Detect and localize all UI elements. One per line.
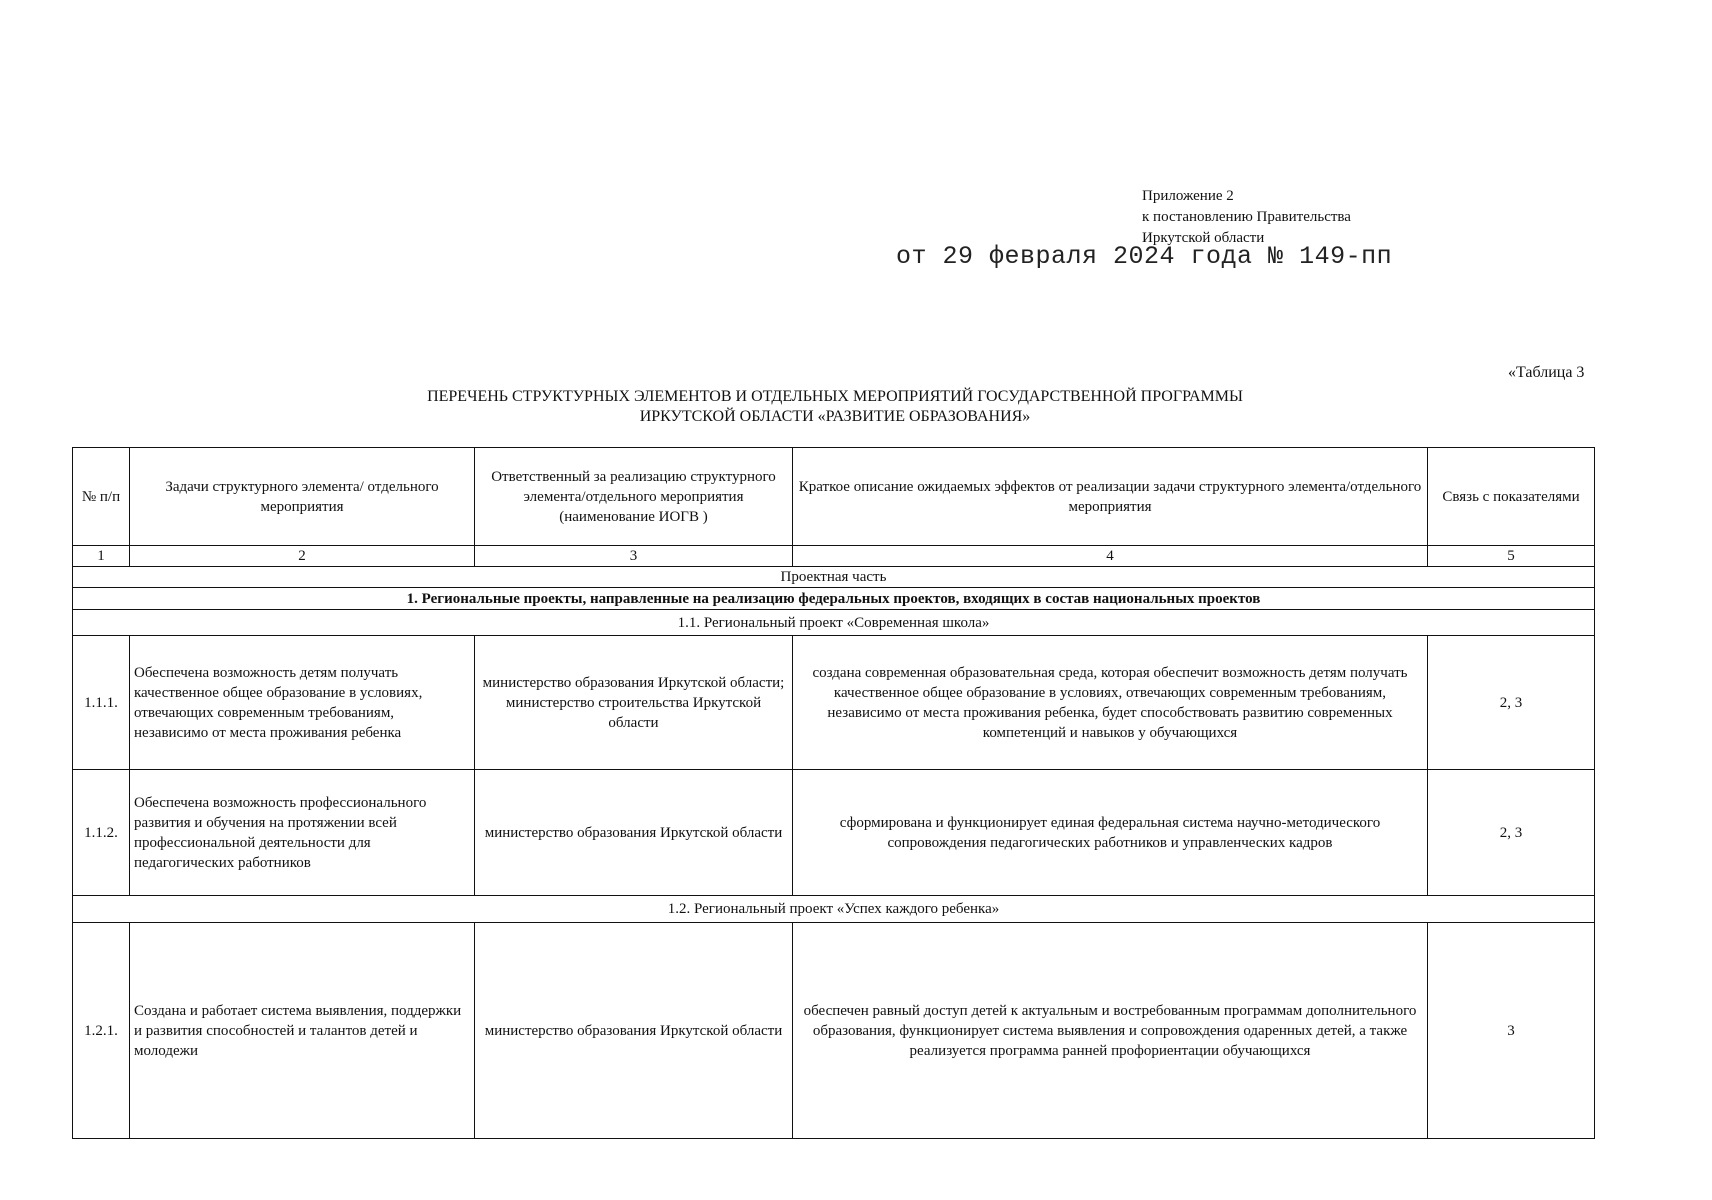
col-header-num: № п/п xyxy=(73,448,130,546)
col-header-task: Задачи структурного элемента/ отдельного мероприятия xyxy=(130,448,475,546)
row-number: 1.1.2. xyxy=(73,770,130,896)
subsection-success-each-child: 1.2. Региональный проект «Успех каждого ребенка» xyxy=(73,896,1595,923)
col-header-link: Связь с показателями xyxy=(1428,448,1595,546)
appendix-line-1: Приложение 2 xyxy=(1142,188,1234,204)
appendix-block xyxy=(1142,186,1351,249)
row-effect: сформирована и функционирует единая федеральная система научно-методического сопровождения педагогических работников и управленческих кадров xyxy=(793,770,1428,896)
row-link: 2, 3 xyxy=(1428,636,1595,770)
col-header-effect: Краткое описание ожидаемых эффектов от реализации задачи структурного элемента/отдельного мероприятия xyxy=(793,448,1428,546)
col-number-2: 2 xyxy=(130,546,475,567)
col-number-4: 4 xyxy=(793,546,1428,567)
row-responsible: министерство образования Иркутской области; министерство строительства Иркутской области xyxy=(475,636,793,770)
table-row xyxy=(73,770,1595,896)
decree-stamp: от 29 февраля 2024 года № 149-пп xyxy=(896,242,1393,271)
appendix-line-2: к постановлению Правительства xyxy=(1142,209,1351,225)
col-header-responsible: Ответственный за реализацию структурного элемента/отдельного мероприятия (наименование ИОГВ ) xyxy=(475,448,793,546)
subsection-row xyxy=(73,896,1595,923)
structural-elements-table xyxy=(72,447,1595,1139)
row-responsible: министерство образования Иркутской области xyxy=(475,770,793,896)
row-responsible: министерство образования Иркутской области xyxy=(475,923,793,1139)
row-effect: обеспечен равный доступ детей к актуальным и востребованным программам дополнительного образования, функционирует система выявления и сопровождения одаренных детей, а также реализуется программа ранней профориентации обучающихся xyxy=(793,923,1428,1139)
row-effect: создана современная образовательная среда, которая обеспечит возможность детям получать качественное общее образование в условиях, отвечающих современным требованиям, независимо от места проживания ребенка, будет способствовать развитию современных компетенций и навыков у обучающихся xyxy=(793,636,1428,770)
appendix-line-3: Иркутской области xyxy=(1142,230,1265,246)
table-row xyxy=(73,923,1595,1139)
col-number-3: 3 xyxy=(475,546,793,567)
section-project-part: Проектная часть xyxy=(73,567,1595,588)
row-task: Обеспечена возможность профессионального развития и обучения на протяжении всей профессиональной деятельности для педагогических работников xyxy=(130,770,475,896)
table-number: «Таблица 3 xyxy=(1508,364,1585,381)
row-number: 1.2.1. xyxy=(73,923,130,1139)
row-link: 3 xyxy=(1428,923,1595,1139)
col-number-5: 5 xyxy=(1428,546,1595,567)
row-task: Обеспечена возможность детям получать качественное общее образование в условиях, отвечающих современным требованиям, независимо от места проживания ребенка xyxy=(130,636,475,770)
col-number-1: 1 xyxy=(73,546,130,567)
column-number-row xyxy=(73,546,1595,567)
subsection-row xyxy=(73,610,1595,636)
subsection-modern-school: 1.1. Региональный проект «Современная школа» xyxy=(73,610,1595,636)
header-row xyxy=(73,448,1595,546)
row-link: 2, 3 xyxy=(1428,770,1595,896)
row-task: Создана и работает система выявления, поддержки и развития способностей и талантов детей и молодежи xyxy=(130,923,475,1139)
section-row xyxy=(73,567,1595,588)
table-row xyxy=(73,636,1595,770)
document-title xyxy=(300,387,1370,427)
section-row xyxy=(73,588,1595,610)
title-line-2: ИРКУТСКОЙ ОБЛАСТИ «РАЗВИТИЕ ОБРАЗОВАНИЯ» xyxy=(639,408,1031,425)
section-regional-projects: 1. Региональные проекты, направленные на реализацию федеральных проектов, входящих в состав национальных проектов xyxy=(73,588,1595,610)
title-line-1: ПЕРЕЧЕНЬ СТРУКТУРНЫХ ЭЛЕМЕНТОВ И ОТДЕЛЬНЫХ МЕРОПРИЯТИЙ ГОСУДАРСТВЕННОЙ ПРОГРАММЫ xyxy=(427,388,1243,405)
row-number: 1.1.1. xyxy=(73,636,130,770)
